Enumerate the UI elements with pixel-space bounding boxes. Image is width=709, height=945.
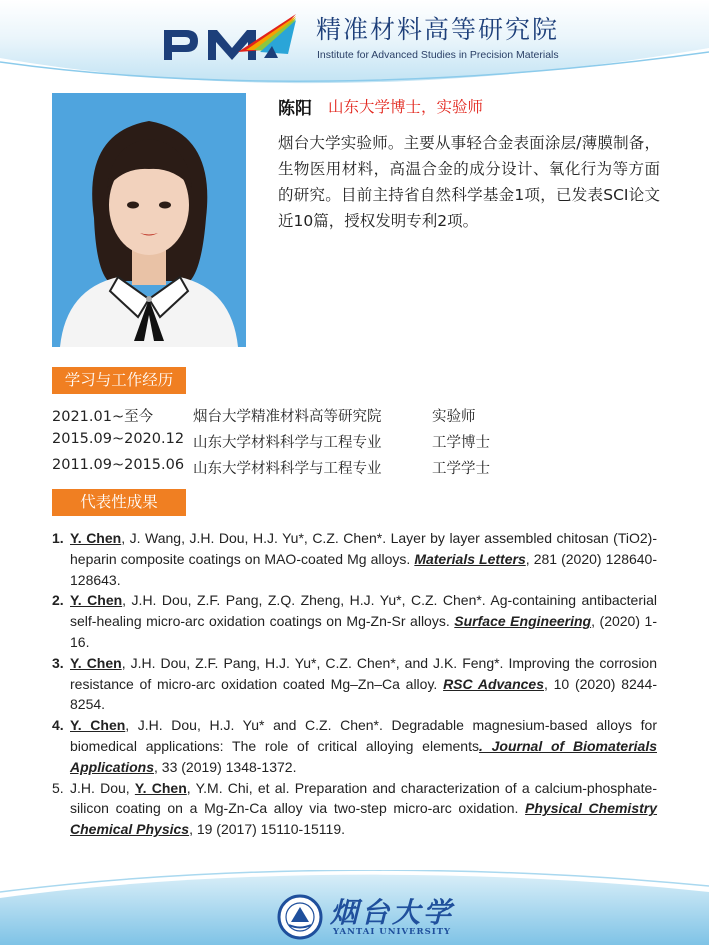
publication-citation: , 33 (2019) 1348-1372. [154, 758, 297, 775]
experience-org: 山东大学材料科学与工程专业 [193, 461, 382, 477]
institute-name-cn: 精准材料高等研究院 [316, 15, 560, 44]
experience-role: 工学学士 [432, 461, 490, 477]
publication-item [52, 715, 657, 777]
publication-authors-pre: J.H. Dou, [70, 779, 135, 796]
publication-number: 4. [52, 717, 64, 734]
publication-citation: , 19 (2017) 15110-15119. [189, 821, 345, 838]
experience-org: 山东大学材料科学与工程专业 [193, 435, 382, 451]
publication-self-author: Y. Chen [70, 530, 122, 546]
publication-body: , J.H. Dou, Z.F. Pang, Z.Q. Zheng, H.J. Yu*, C.Z. Chen*. Ag-containing antibacterial self-healing micro-arc oxidation coatings on Mg-Zn-Sr alloys. [70, 592, 657, 630]
experience-role: 实验师 [432, 409, 476, 425]
publication-number: 2. [52, 592, 64, 609]
publication-journal: . Journal of Biomaterials Applications [70, 737, 657, 775]
section-heading-experience: 学习与工作经历 [52, 367, 186, 394]
institute-name-en: Institute for Advanced Studies in Precision Materials [317, 49, 559, 61]
publication-citation: , (2020) 1-16. [70, 613, 657, 650]
publication-body: , Y.M. Chi, et al. Preparation and characterization of a calcium-phosphate-silicon coating on a Mg-Zn-Ca alloy via two-step micro-arc oxidation. [70, 779, 657, 817]
publication-item [52, 778, 657, 840]
publication-body: , J.H. Dou, Z.F. Pang, H.J. Yu*, C.Z. Chen*, and J.K. Feng*. Improving the corrosion resistance of micro-arc oxidation coated Mg–Zn–Ca alloy. [70, 654, 657, 692]
publication-number: 5. [52, 779, 64, 796]
publication-list [52, 528, 657, 840]
experience-period: 2015.09~2020.12 [52, 431, 185, 447]
publication-body: , J.H. Dou, H.J. Yu* and C.Z. Chen*. Degradable magnesium-based alloys for biomedical applications: The role of critical alloying elements [70, 717, 657, 754]
publication-body: , J. Wang, J.H. Dou, H.J. Yu*, C.Z. Chen*. Layer by layer assembled chitosan (TiO2)-heparin composite coatings on MAO-coated Mg alloys. [70, 530, 657, 567]
section-heading-publications: 代表性成果 [52, 489, 186, 516]
publication-self-author: Y. Chen [70, 717, 126, 734]
publication-journal: Physical Chemistry Chemical Physics [70, 800, 658, 838]
university-name-en: YANTAI UNIVERSITY [333, 927, 452, 937]
yantai-university-seal [277, 894, 323, 940]
publication-self-author: Y. Chen [70, 592, 123, 609]
university-name-cn: 烟台大学 [330, 896, 455, 929]
person-name: 陈阳 [278, 99, 312, 118]
pm-logo [160, 12, 300, 64]
publication-self-author: Y. Chen [70, 654, 122, 671]
publication-number: 1. [52, 530, 64, 546]
publication-number: 3. [52, 654, 64, 671]
experience-org: 烟台大学精准材料高等研究院 [193, 409, 382, 425]
experience-period: 2021.01~至今 [52, 409, 154, 425]
publication-self-author: Y. Chen [134, 779, 187, 796]
experience-role: 工学博士 [432, 435, 490, 451]
publication-citation: , 10 (2020) 8244-8254. [70, 675, 657, 713]
publication-item [52, 528, 657, 590]
experience-period: 2011.09~2015.06 [52, 457, 185, 473]
publication-journal: RSC Advances [443, 675, 544, 692]
portrait-illustration [52, 93, 246, 347]
publication-citation: , 281 (2020) 128640-128643. [70, 550, 658, 588]
publication-item [52, 590, 657, 652]
publication-journal: Materials Letters [414, 550, 526, 567]
person-bio: 烟台大学实验师。主要从事轻合金表面涂层/薄膜制备，生物医用材料，高温合金的成分设计、氧化行为等方面的研究。目前主持省自然科学基金1项，已发表SCI论文近10篇，授权发明专利2项。 [278, 134, 660, 230]
profile-photo [52, 93, 246, 347]
publication-journal: Surface Engineering [454, 613, 592, 630]
publication-item [52, 653, 657, 715]
person-title: 山东大学博士，实验师 [328, 99, 484, 116]
